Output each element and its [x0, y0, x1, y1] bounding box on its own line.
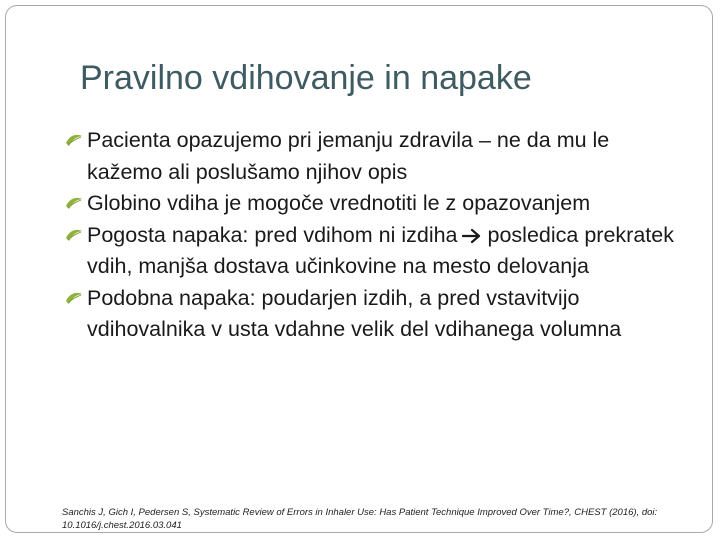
leaf-bullet-icon: [64, 289, 84, 309]
bullet-text-continued: posledica prekratek vdih, manjša dostava učinkovine na mesto delovanja: [87, 222, 674, 278]
leaf-bullet-icon: [64, 131, 84, 151]
bullet-list: [62, 125, 682, 346]
reference-citation: Sanchis J, Gich I, Pedersen S, Systematic Review of Errors in Inhaler Use: Has Patient Technique Improved Over Time?, CHEST (2016), doi: 10.1016/j.chest.2016.03.041: [62, 507, 658, 531]
bullet-item: [62, 125, 682, 188]
leaf-bullet-icon: [64, 194, 84, 214]
bullet-item: [62, 188, 682, 220]
bullet-item: [62, 220, 682, 283]
bullet-item: [62, 283, 682, 346]
bullet-text: Pogosta napaka: pred vdihom ni izdiha: [87, 222, 458, 247]
bullet-text: Podobna napaka: poudarjen izdih, a pred vstavitvijo vdihovalnika v usta vdahne velik del vdihanega volumna: [87, 285, 622, 341]
leaf-bullet-icon: [64, 226, 84, 246]
right-arrow-icon: [462, 228, 482, 244]
bullet-text: Pacienta opazujemo pri jemanju zdravila – ne da mu le kažemo ali poslušamo njihov opis: [87, 128, 610, 184]
bullet-text: Globino vdiha je mogoče vrednotiti le z opazovanjem: [87, 191, 591, 215]
slide-title: Pravilno vdihovanje in napake: [80, 59, 532, 97]
